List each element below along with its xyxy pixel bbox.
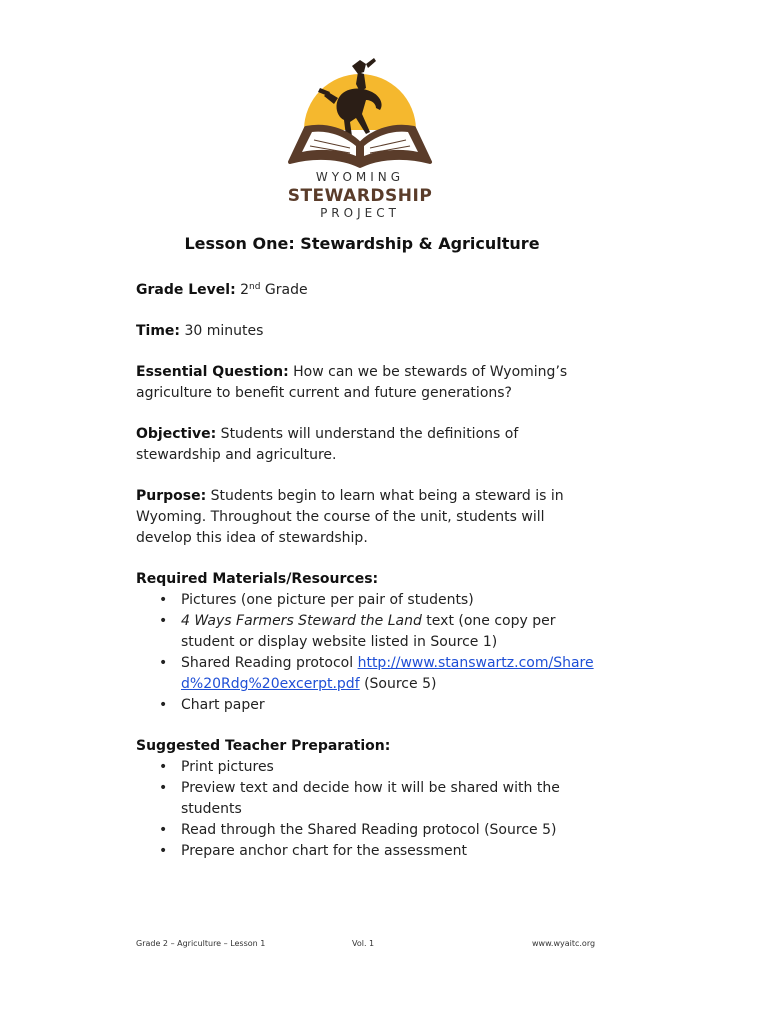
purpose — [136, 486, 596, 549]
objective — [136, 424, 596, 466]
list-item: • Print pictures — [181, 757, 596, 778]
grade-level-suffix: nd — [249, 282, 261, 292]
materials-item-text: Pictures (one picture per pair of students) — [181, 592, 474, 608]
lesson-body — [136, 280, 596, 882]
shared-reading-link[interactable]: http://www.stanswartz.com/Shared%20Rdg%20excerpt.pdf — [181, 655, 594, 692]
materials-item-text: text (one copy per student or display website listed in Source 1) — [181, 613, 556, 650]
logo-project-text: PROJECT — [320, 206, 400, 220]
essential-question-label: Essential Question: — [136, 364, 289, 380]
footer-volume: Vol. 1 — [352, 939, 375, 948]
list-item: • Preview text and decide how it will be shared with the students — [181, 778, 596, 820]
grade-level — [136, 280, 596, 301]
objective-text: Students will understand the definitions of stewardship and agriculture. — [136, 426, 519, 463]
materials-heading: Required Materials/Resources: — [136, 571, 379, 587]
materials-item-text: (Source 5) — [359, 676, 437, 692]
essential-question — [136, 362, 596, 404]
preparation-heading: Suggested Teacher Preparation: — [136, 738, 391, 754]
list-item — [181, 590, 596, 611]
list-item: • Read through the Shared Reading protocol (Source 5) — [181, 820, 596, 841]
time — [136, 321, 596, 342]
wyoming-stewardship-logo — [280, 52, 440, 222]
list-item — [181, 653, 596, 695]
lesson-title: Lesson One: Stewardship & Agriculture — [184, 234, 540, 253]
materials-item-text: Shared Reading protocol — [181, 655, 358, 671]
list-item — [181, 695, 596, 716]
bucking-horse-book-icon — [280, 52, 440, 170]
materials-item-text: Chart paper — [181, 697, 265, 713]
preparation-list — [136, 757, 596, 862]
materials-list — [136, 590, 596, 716]
grade-level-number: 2 — [240, 282, 250, 298]
essential-question-text: How can we be stewards of Wyoming’s agriculture to benefit current and future generations? — [136, 364, 568, 401]
purpose-text: Students begin to learn what being a steward is in Wyoming. Throughout the course of the unit, students will develop this idea of stewardship. — [136, 488, 564, 546]
logo-wyoming-text: WYOMING — [315, 170, 405, 184]
purpose-label: Purpose: — [136, 488, 207, 504]
text-title: 4 Ways Farmers Steward the Land — [181, 613, 422, 629]
list-item: • Prepare anchor chart for the assessment — [181, 841, 596, 862]
footer-website: www.wyaitc.org — [532, 939, 596, 948]
grade-level-label: Grade Level: — [136, 282, 236, 298]
logo-stewardship-text: STEWARDSHIP — [287, 186, 433, 206]
footer-lesson-info: Grade 2 – Agriculture – Lesson 1 — [136, 939, 266, 948]
list-item — [181, 611, 596, 653]
objective-label: Objective: — [136, 426, 217, 442]
time-label: Time: — [136, 323, 181, 339]
time-value: 30 minutes — [180, 323, 264, 339]
grade-level-rest: Grade — [260, 282, 308, 298]
